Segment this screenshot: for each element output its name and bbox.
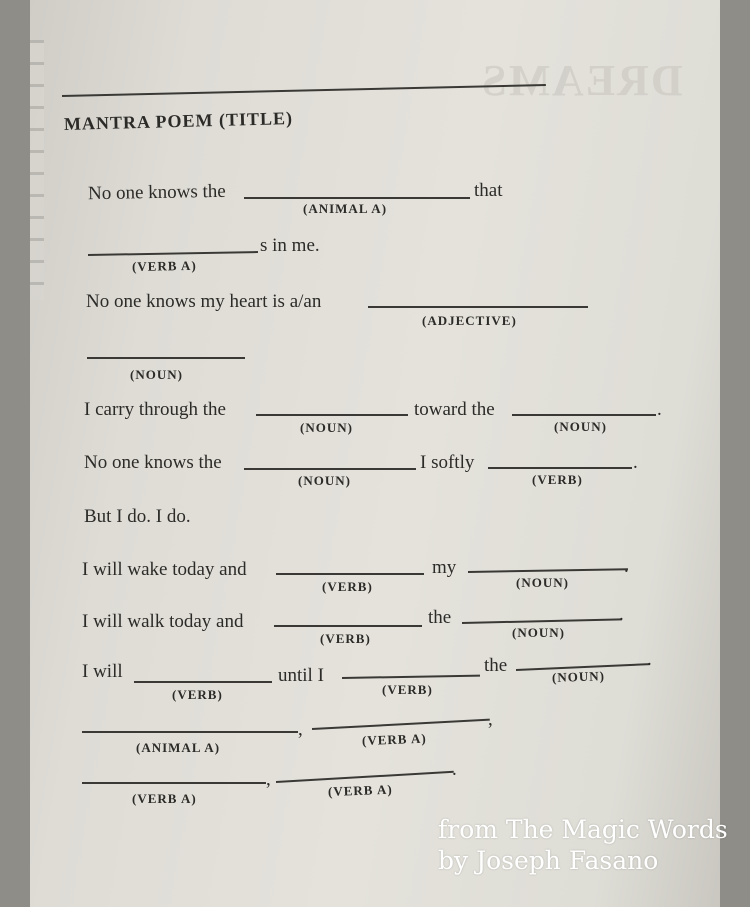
line2-label: (VERB A) <box>131 257 197 274</box>
line3-start: No one knows my heart is a/an <box>86 291 322 312</box>
line12-sep1: , <box>266 769 271 790</box>
title-blank <box>62 84 546 96</box>
line8-end: . <box>624 556 629 577</box>
line6-blank2 <box>488 467 632 469</box>
line8-blank1 <box>276 573 424 575</box>
line5-mid: toward the <box>414 399 495 420</box>
line6-end: . <box>633 452 638 473</box>
line6-mid: I softly <box>420 452 475 473</box>
line1-blank <box>244 197 470 199</box>
line10-mid: until I <box>278 665 324 686</box>
line10-label3: (NOUN) <box>551 668 606 685</box>
line7: But I do. I do. <box>84 506 191 527</box>
line12-label2: (VERB A) <box>327 781 393 799</box>
line12-end: . <box>452 759 457 780</box>
line4-label: (NOUN) <box>130 367 183 382</box>
line9-blank1 <box>274 625 422 627</box>
line5-label1: (NOUN) <box>300 420 353 435</box>
bleed-through-text: DREAMS <box>480 56 683 105</box>
line11-label1: (ANIMAL A) <box>136 740 221 755</box>
book-page <box>30 0 720 907</box>
line10-blank2 <box>342 675 480 679</box>
line5-end: . <box>657 399 662 420</box>
line12-blank1 <box>82 782 266 784</box>
line10-blank1 <box>134 681 272 683</box>
page-edge-decoration <box>30 40 44 300</box>
line8-blank2 <box>468 568 628 572</box>
line1-start: No one knows the <box>87 180 226 205</box>
line3-blank <box>368 306 588 308</box>
line12-label1: (VERB A) <box>132 791 197 806</box>
line11-blank2 <box>312 719 490 730</box>
line11-sep1: , <box>298 719 303 740</box>
line10-label1: (VERB) <box>172 687 223 702</box>
line6-start: No one knows the <box>84 452 222 473</box>
line5-blank1 <box>256 414 408 416</box>
line11-blank1 <box>82 731 298 733</box>
line9-blank2 <box>462 618 622 623</box>
line8-label1: (VERB) <box>322 579 373 594</box>
line3-label: (ADJECTIVE) <box>422 313 517 328</box>
line9-label2: (NOUN) <box>512 625 565 640</box>
line8-start: I will wake today and <box>82 559 247 580</box>
line9-label1: (VERB) <box>320 631 371 646</box>
line10-end: . <box>647 649 652 670</box>
line10-label2: (VERB) <box>382 682 433 697</box>
line1-label: (ANIMAL A) <box>303 201 388 216</box>
line10-start: I will <box>82 661 123 682</box>
caption-line2: by Joseph Fasano <box>438 846 659 876</box>
line12-blank2 <box>276 771 454 783</box>
line6-label1: (NOUN) <box>298 473 351 488</box>
line1-end: that <box>474 180 503 201</box>
caption-line1: from The Magic Words <box>438 815 728 844</box>
line9-end: . <box>619 604 624 625</box>
caption <box>438 814 728 877</box>
line8-mid: my <box>432 557 457 578</box>
line5-blank2 <box>512 414 656 416</box>
line11-label2: (VERB A) <box>361 730 427 748</box>
line2-end: s in me. <box>260 235 320 256</box>
line5-label2: (NOUN) <box>554 419 607 434</box>
line6-label2: (VERB) <box>532 472 583 487</box>
line8-label2: (NOUN) <box>516 575 569 590</box>
line10-the: the <box>484 655 508 676</box>
page-title: MANTRA POEM (TITLE) <box>63 108 294 134</box>
line5-start: I carry through the <box>84 399 226 420</box>
line9-mid: the <box>428 607 452 628</box>
line9-start: I will walk today and <box>82 611 244 632</box>
line6-blank1 <box>244 468 416 470</box>
line11-sep2: , <box>488 709 493 730</box>
line4-blank <box>87 357 245 359</box>
line2-blank <box>88 251 258 255</box>
